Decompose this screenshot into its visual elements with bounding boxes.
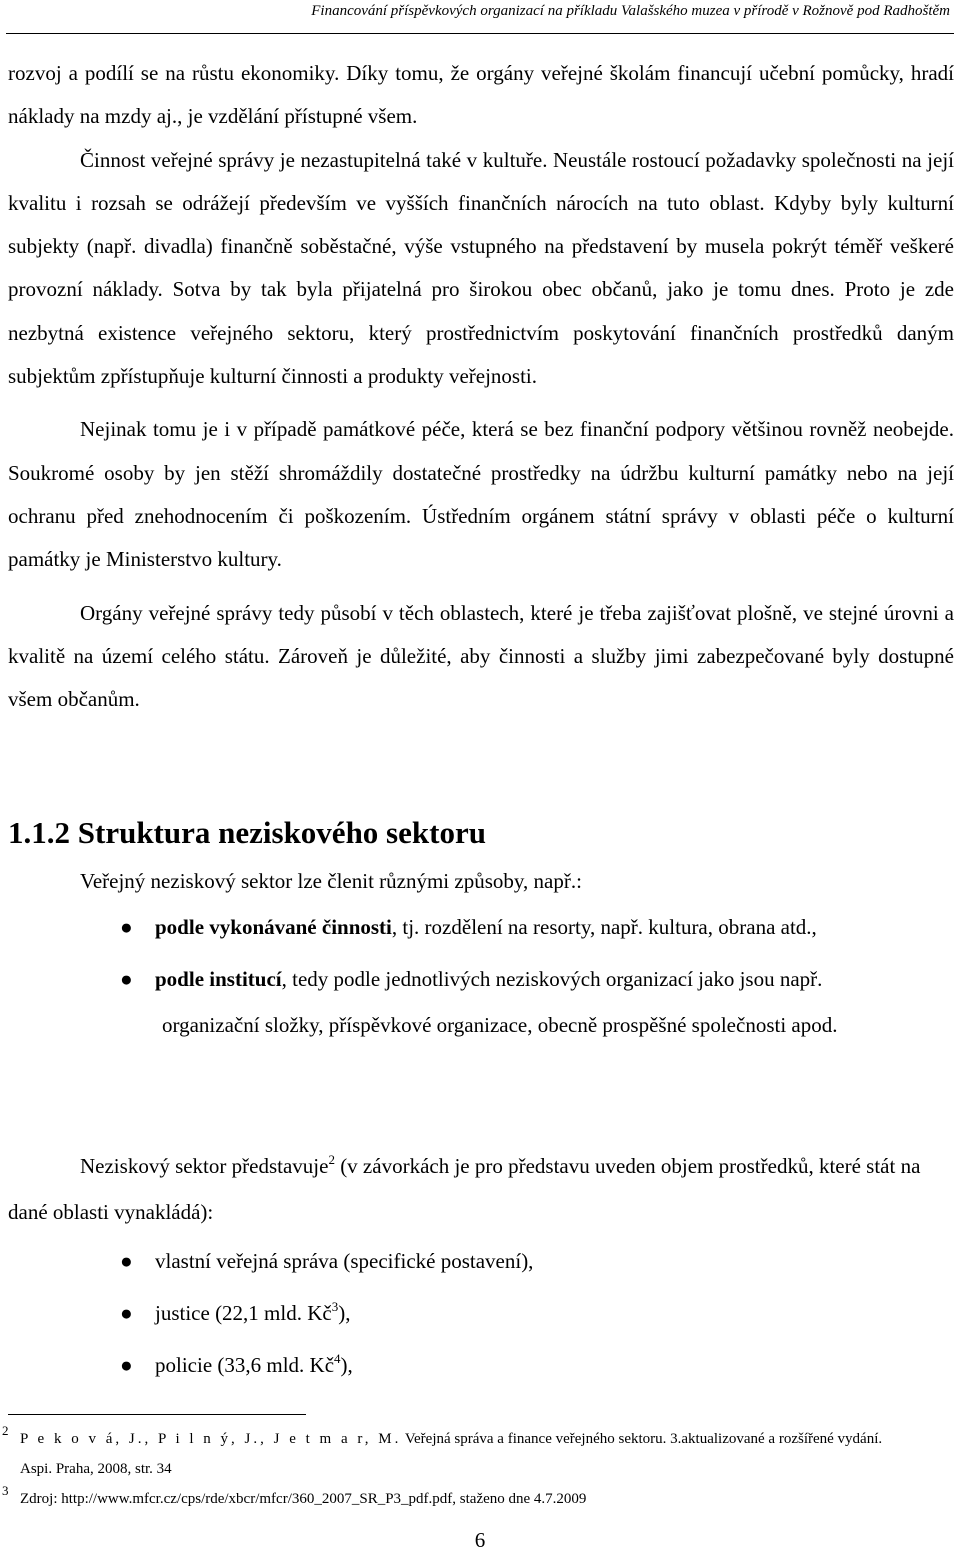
list-item-bold: podle vykonávané činnosti xyxy=(155,915,392,939)
list-item xyxy=(0,1344,533,1396)
footnote-ref[interactable]: 4 xyxy=(334,1351,341,1366)
bullet-icon: ● xyxy=(120,1301,133,1325)
structure-list xyxy=(0,906,954,1001)
footnote-number: 3 xyxy=(2,1483,9,1498)
main-text xyxy=(8,52,954,721)
list-item xyxy=(0,906,954,949)
paragraph-2: Činnost veřejné správy je nezastupitelná také v kultuře. Neustále rostoucí požadavky společnosti na její kvalitu i rozsah se odrážejí především ve vyšších finančních nárocích na tuto oblast. Kdyby byly kulturní subjekty (např. divadla) finančně soběstačné, výše vstupného na představení by musela pokrýt téměř veškeré provozní náklady. Sotva by tak byla přijatelná pro širokou obec občanů, jako je tomu dnes. Proto je zde nezbytná existence veřejného sektoru, který prostřednictvím poskytování finančních prostředků daným subjektům zpřístupňuje kulturní činnosti a produkty veřejnosti. xyxy=(8,147,954,389)
list-item-tail: ), xyxy=(340,1353,353,1377)
footnotes xyxy=(2,1423,954,1514)
bullet-icon: ● xyxy=(120,1353,133,1377)
footnote-text: Veřejná správa a finance veřejného sektoru. 3.aktualizované a rozšířené vydání. xyxy=(401,1431,883,1447)
paragraph-4: Orgány veřejné správy tedy působí v těch oblastech, které je třeba zajišťovat plošně, ve stejné úrovni a kvalitě na území celého státu. Zároveň je důležité, aby činnosti a služby jimi zabezpečované byly dostupné všem občanům. xyxy=(8,600,954,712)
footnote-ref[interactable]: 2 xyxy=(328,1152,335,1167)
header-divider xyxy=(6,33,954,34)
bullet-icon: ● xyxy=(120,967,133,991)
nonprofit-text-after: (v závorkách je pro představu uveden objem prostředků, které stát na dané oblasti vynakládá): xyxy=(8,1154,921,1224)
section-heading: 1.1.2 Struktura neziskového sektoru xyxy=(8,815,486,850)
section-intro: Veřejný neziskový sektor lze členit různými způsoby, např.: xyxy=(80,869,582,893)
bullet-icon: ● xyxy=(120,915,133,939)
page-number: 6 xyxy=(474,1528,486,1552)
footnote xyxy=(2,1483,954,1514)
list-item-text: vlastní veřejná správa (specifické postavení), xyxy=(155,1249,534,1273)
list-item-bold: podle institucí xyxy=(155,967,282,991)
bullet-icon: ● xyxy=(120,1249,133,1273)
list-item xyxy=(0,1240,533,1292)
footnote-number: 2 xyxy=(2,1423,9,1438)
running-header xyxy=(0,0,960,40)
nonprofit-paragraph xyxy=(8,1145,954,1234)
footnote-ref[interactable]: 3 xyxy=(331,1299,339,1314)
paragraph-1: rozvoj a podílí se na růstu ekonomiky. Díky tomu, že orgány veřejné školám financují učební pomůcky, hradí náklady na mzdy aj., je vzdělání přístupné všem. xyxy=(8,61,954,129)
list-item-text: policie (33,6 mld. Kč xyxy=(155,1353,335,1377)
list-item xyxy=(0,1292,533,1344)
nonprofit-text-before: Neziskový sektor představuje xyxy=(80,1154,329,1178)
list-item-text: , tj. rozdělení na resorty, např. kultura, obrana atd., xyxy=(391,915,817,939)
list-item-tail: ), xyxy=(338,1301,351,1325)
list-item-continuation: organizační složky, příspěvkové organizace, obecně prospěšné společnosti apod. xyxy=(162,1013,838,1037)
paragraph-3: Nejinak tomu je i v případě památkové péče, která se bez finanční podpory většinou rovněž neobejde. Soukromé osoby by jen stěží shromáždily dostatečné prostředky na údržbu kulturní památky nebo na její ochranu před znehodnocením či poškozením. Ústředním orgánem státní správy v oblasti péče o kulturní památky je Ministerstvo kultury. xyxy=(8,417,954,572)
footnote-text-line2: Aspi. Praha, 2008, str. 34 xyxy=(20,1461,172,1477)
list-item xyxy=(0,958,954,1001)
nonprofit-list xyxy=(0,1240,533,1396)
footnote-divider xyxy=(8,1414,306,1415)
list-item-text: justice (22,1 mld. Kč xyxy=(155,1301,332,1325)
footnote-authors: P e k o v á, J., P i l n ý, J., J e t m a r, M. xyxy=(20,1431,402,1447)
list-item-text: , tedy podle jednotlivých neziskových organizací jako jsou např. xyxy=(281,967,823,991)
header-title: Financování příspěvkových organizací na příkladu Valašského muzea v přírodě v Rožnově pod Radhoštěm xyxy=(311,3,950,19)
footnote-link[interactable]: Zdroj: http://www.mfcr.cz/cps/rde/xbcr/mfcr/360_2007_SR_P3_pdf.pdf, staženo dne 4.7.2009 xyxy=(20,1491,587,1507)
footnote xyxy=(2,1423,954,1484)
